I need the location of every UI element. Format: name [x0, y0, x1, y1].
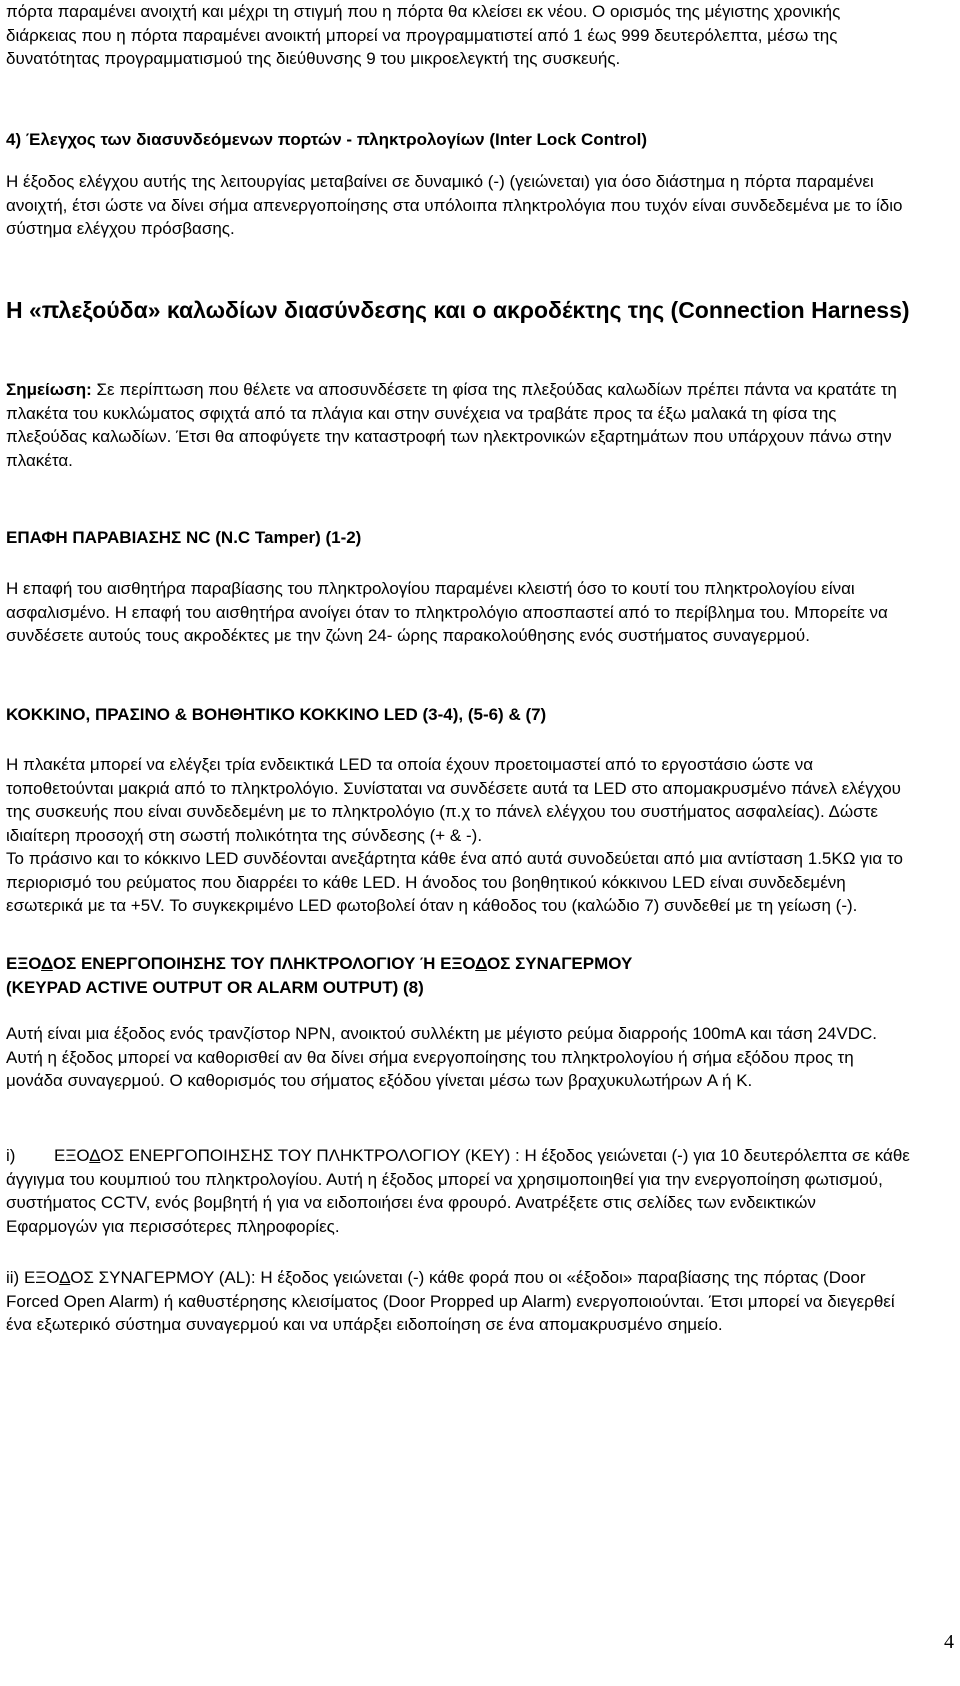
output-heading-underlined: Δ [41, 954, 53, 973]
output-heading-line-1 [6, 952, 911, 976]
page-number: 4 [944, 1631, 954, 1653]
output-item-ii [6, 1266, 911, 1337]
output-section [6, 952, 911, 999]
leds-heading: ΚΟΚΚΙΝΟ, ΠΡΑΣΙΝΟ & ΒΟΗΘΗΤΙΚΟ ΚΟΚΚΙΝΟ LED (3-4), (5-6) & (7) [6, 705, 547, 724]
output-body: Αυτή είναι μια έξοδος ενός τρανζίστορ NPN, ανοικτού συλλέκτη με μέγιστο ρεύμα διαρροής 100mA και τάση 24VDC. Αυτή η έξοδος μπορεί να καθορισθεί αν θα δίνει σήμα ενεργοποίησης του πληκτρολογίου ή σήμα εξόδου προς τη μονάδα συναγερμού. Ο καθορισμός του σήματος εξόδου γίνεται μέσω των βραχυκυλωτήρων A ή K. [6, 1024, 878, 1090]
item-i-tag: i) [6, 1146, 16, 1165]
item-ii-seg: ΟΣ ΣΥΝΑΓΕΡΜΟΥ (AL): Η έξοδος γειώνεται (-) κάθε φορά που οι «έξοδοι» παραβίασης της πόρτας (Door Forced Open Alarm) ή καθυστέρησης κλεισίματος (Door Propped up Alarm) ενεργοποιούνται. Έτσι μπορεί να διεγερθεί ένα εξωτερικό σύστημα συναγερμού και να υπάρξει ειδοποίηση σε ένα απομακρυσμένο σημείο. [6, 1268, 895, 1334]
leds-body-2: Το πράσινο και το κόκκινο LED συνδέονται ανεξάρτητα κάθε ένα από αυτά συνοδεύεται από μια αντίσταση 1.5KΩ για το περιορισμό του ρεύματος που διαρρέει το κάθε LED. Η άνοδος του βοηθητικού κόκκινου LED είναι συνδεδεμένη εσωτερικά με τα +5V. Το συγκεκριμένο LED φωτοβολεί όταν η κάθοδος του (καλώδιο 7) συνδεθεί με τη γείωση (-). [6, 849, 903, 915]
item-i-underlined: Δ [89, 1146, 101, 1165]
harness-heading: Η «πλεξούδα» καλωδίων διασύνδεσης και ο ακροδέκτης της (Connection Harness) [6, 297, 910, 323]
output-heading-line-2: (KEYPAD ACTIVE OUTPUT OR ALARM OUTPUT) (8) [6, 977, 424, 997]
item-ii-tag: ii) [6, 1268, 20, 1287]
note-body: Σε περίπτωση που θέλετε να αποσυνδέσετε τη φίσα της πλεξούδας καλωδίων πρέπει πάντα να κρατάτε τη πλακέτα του κυκλώματος σφιχτά από τα πλάγια και στην συνέχεια να τραβάτε προς τα έξω μαλακά τη φίσα της πλεξούδας καλωδίων. Έτσι θα αποφύγετε την καταστροφή των ηλεκτρονικών εξαρτημάτων που υπάρχουν πάνω στην πλακέτα. [6, 380, 897, 470]
output-item-i [6, 1144, 911, 1238]
tamper-section [6, 526, 911, 550]
section-4-body: Η έξοδος ελέγχου αυτής της λειτουργίας μεταβαίνει σε δυναμικό (-) (γειώνεται) για όσο διάστημα η πόρτα παραμένει ανοιχτή, έτσι ώστε να δίνει σήμα απενεργοποίησης στα υπόλοιπα πληκτρολόγια που τυχόν είναι συνδεδεμένα με το ίδιο σύστημα ελέγχου πρόσβασης. [6, 172, 903, 238]
leds-body-1: Η πλακέτα μπορεί να ελέγξει τρία ενδεικτικά LED τα οποία έχουν προετοιμαστεί από το εργοστάσιο ώστε να τοποθετούνται μακριά από το πληκτρολόγιο. Συνίσταται να συνδέσετε αυτά τα LED στο απομακρυσμένο πάνελ ελέγχου της συσκευής που είναι συνδεδεμένη με το πληκτρολόγιο (π.χ το πάνελ ελέγχου του συστήματος ασφαλείας). Δώστε ιδιαίτερη προσοχή στη σωστή πολικότητα της σύνδεσης (+ & -). [6, 755, 901, 845]
section-4-body-block [6, 170, 911, 241]
output-heading-seg: ΟΣ ΣΥΝΑΓΕΡΜΟΥ [486, 954, 633, 973]
tamper-body: Η επαφή του αισθητήρα παραβίασης του πληκτρολογίου παραμένει κλειστή όσο το κουτί του πληκτρολογίου είναι ασφαλισμένο. Η επαφή του αισθητήρα ανοίγει όταν το πληκτρολόγιο αποσπαστεί από το περίβλημα του. Μπορείτε να συνδέσετε αυτούς τους ακροδέκτες με την ζώνη 24- ώρης παρακολούθησης ενός συστήματος συναγερμού. [6, 579, 888, 645]
output-item-i-text [6, 1144, 911, 1238]
item-ii-seg: ΕΞΟ [19, 1268, 60, 1287]
item-i-seg: ΕΞΟ [54, 1146, 90, 1165]
intro-paragraph [6, 0, 911, 71]
output-item-ii-text [6, 1266, 911, 1337]
item-ii-underlined: Δ [59, 1268, 71, 1287]
tamper-heading: ΕΠΑΦΗ ΠΑΡΑΒΙΑΣΗΣ NC (N.C Tamper) (1-2) [6, 528, 362, 547]
section-4 [6, 128, 911, 152]
output-body-block [6, 1022, 911, 1093]
tamper-body-block [6, 577, 911, 648]
intro-text: πόρτα παραμένει ανοιχτή και μέχρι τη στιγμή που η πόρτα θα κλείσει εκ νέου. Ο ορισμός της μέγιστης χρονικής διάρκειας που η πόρτα παραμένει ανοικτή μπορεί να προγραμματιστεί από 1 έως 999 δευτερόλεπτα, μέσω της δυνατότητας προγραμματισμού της διεύθυνσης 9 του μικροελεγκτή της συσκευής. [6, 2, 841, 68]
section-4-heading: 4) Έλεγχος των διασυνδεόμενων πορτών - πληκτρολογίων (Inter Lock Control) [6, 130, 648, 149]
harness-note-text [6, 378, 911, 472]
harness-note [6, 378, 911, 472]
harness-section [6, 295, 911, 326]
item-i-seg: ΟΣ ΕΝΕΡΓΟΠΟΙΗΣΗΣ ΤΟΥ ΠΛΗΚΤΡΟΛΟΓΙΟΥ (KEY) : Η έξοδος γειώνεται (-) για 10 δευτερόλεπτα σε κάθε άγγιγμα του κουμπιού του πληκτρολογίου. Αυτή η έξοδος μπορεί να χρησιμοποιηθεί για την ενεργοποίηση φωτισμού, συστήματος CCTV, ενός βομβητή ή για να ειδοποιήσει ένα φρουρό. Ανατρέξετε στις σελίδες των ενδεικτικών Εφαρμογών για περισσότερες πληροφορίες. [6, 1146, 910, 1236]
output-heading-underlined: Δ [475, 954, 487, 973]
leds-body-block [6, 753, 911, 918]
leds-section [6, 703, 911, 727]
note-label: Σημείωση: [6, 380, 92, 399]
output-heading-seg: ΟΣ ΕΝΕΡΓΟΠΟΙΗΣΗΣ ΤΟΥ ΠΛΗΚΤΡΟΛΟΓΙΟΥ Ή ΕΞΟ [52, 954, 476, 973]
output-heading-seg: ΕΞΟ [6, 954, 42, 973]
